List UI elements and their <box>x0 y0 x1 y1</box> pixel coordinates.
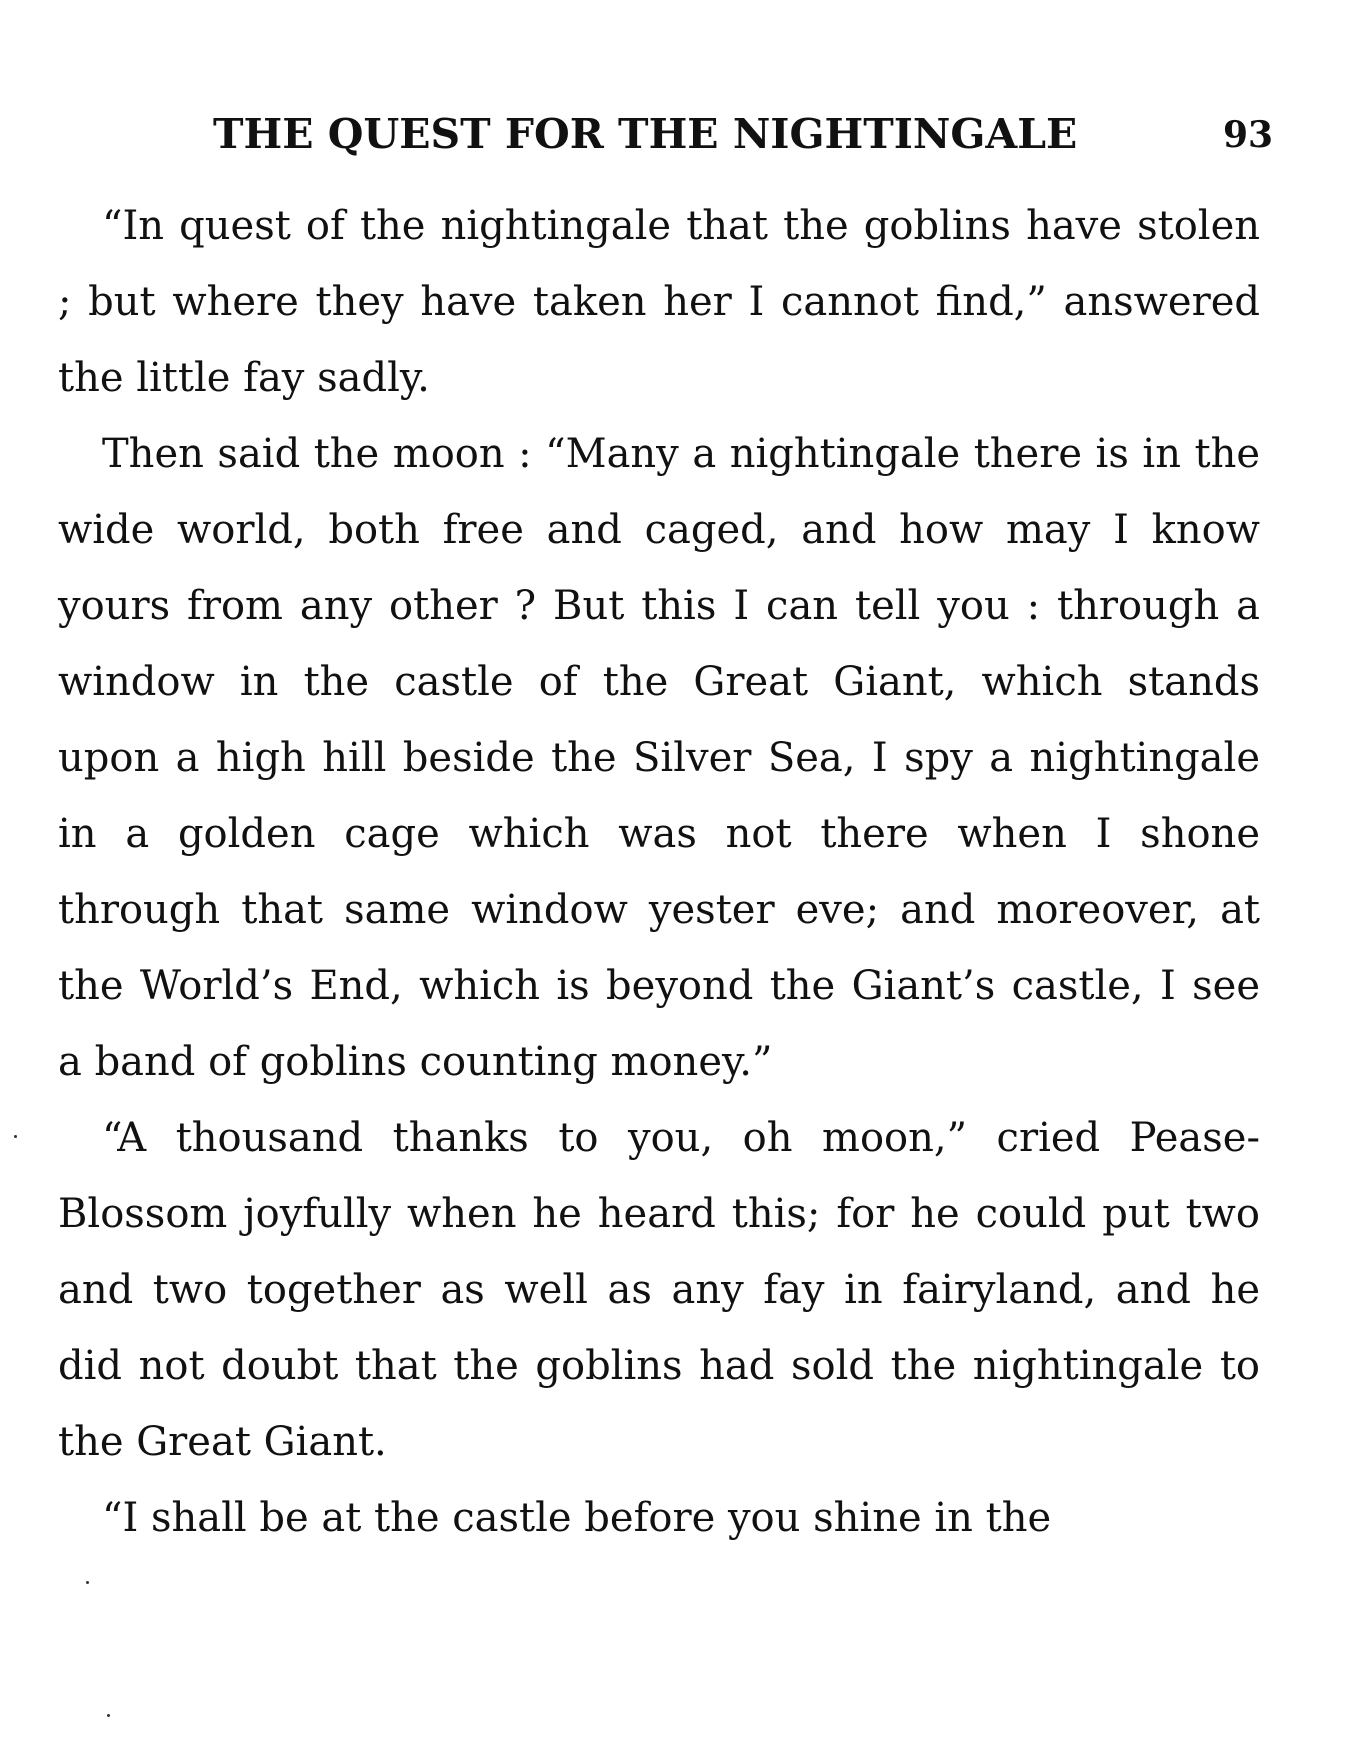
print-speck <box>14 1135 17 1138</box>
print-speck <box>86 1581 89 1584</box>
paragraph-4: “I shall be at the castle before you shine in the <box>102 1495 1052 1541</box>
paragraph-2: Then said the moon : “Many a nightingale there is in the wide world, both free and caged, and how may I know yours from any other ? But this I can tell you : through a window in the castle of the Great Giant, which stands upon a high hill beside the Silver Sea, I spy a nightingale in a golden cage which was not there when I shone through that same window yester eve; and moreover, at the World’s End, which is beyond the Giant’s castle, I see a band of goblins counting money.” <box>58 431 1260 1085</box>
running-title: THE QUEST FOR THE NIGHTINGALE <box>213 110 1078 158</box>
page-number: 93 <box>1223 114 1274 156</box>
paragraph-3: “A thousand thanks to you, oh moon,” cried Pease-Blossom joyfully when he heard this; for he could put two and two together as well as any fay in fairyland, and he did not doubt that the goblins had sold the nightingale to the Great Giant. <box>58 1115 1260 1465</box>
body-text <box>58 188 1260 1556</box>
print-speck <box>107 1714 110 1717</box>
paragraph-1: “In quest of the nightingale that the goblins have stolen ; but where they have taken her I cannot find,” answered the little fay sadly. <box>58 203 1260 401</box>
